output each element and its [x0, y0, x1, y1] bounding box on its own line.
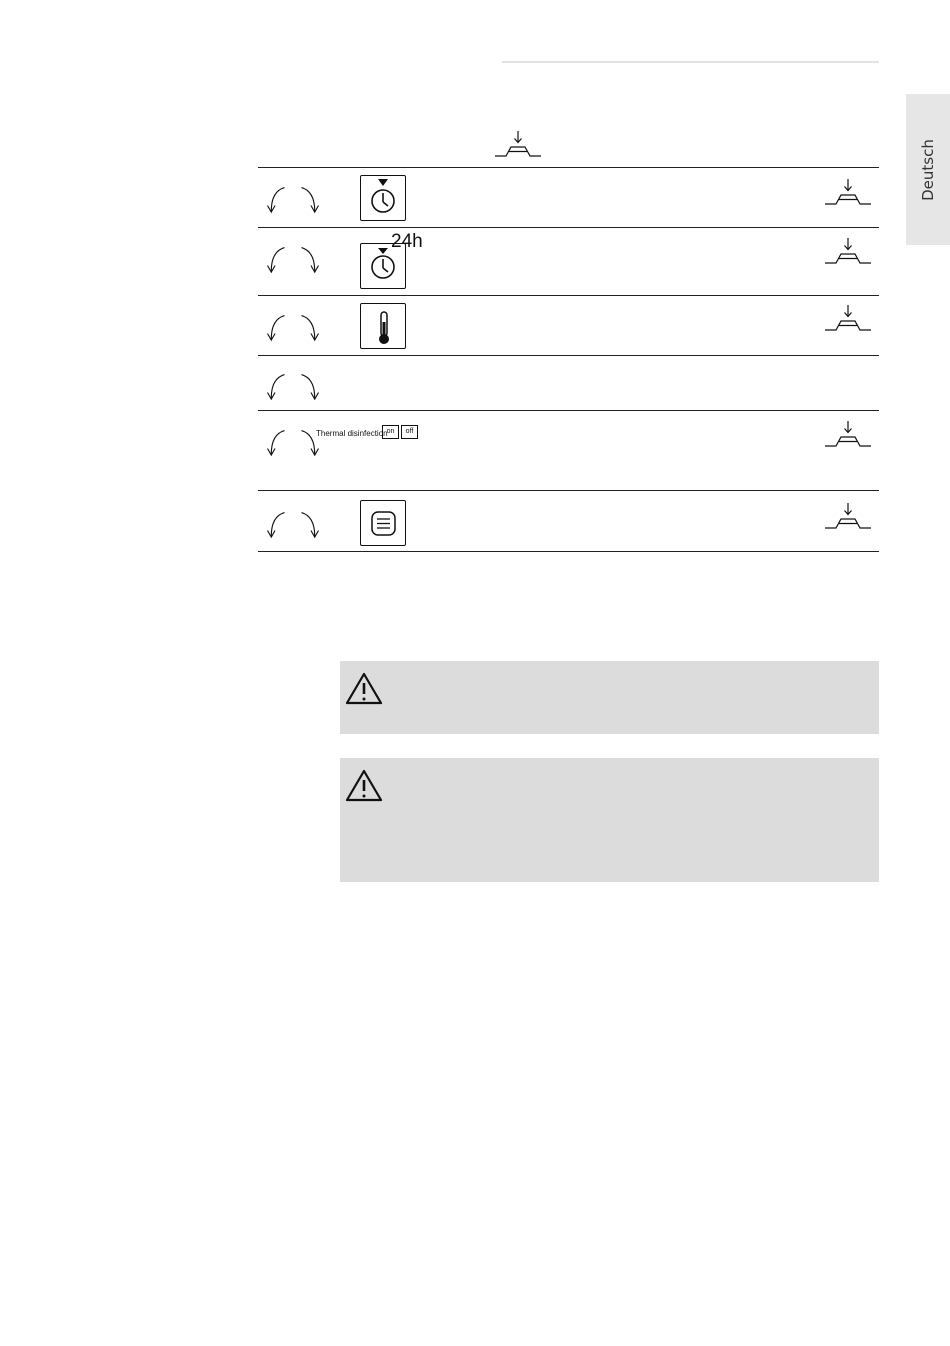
table-rule — [258, 227, 879, 228]
table-rule — [258, 355, 879, 356]
language-tab-label: Deutsch — [919, 138, 937, 201]
press-button-icon — [825, 421, 871, 449]
rotate-knob-icon — [262, 505, 324, 539]
thermal-on-option[interactable]: on — [382, 425, 399, 439]
warning-box — [340, 661, 879, 734]
thermometer-icon — [360, 303, 406, 349]
table-rule — [258, 410, 879, 411]
table-rule — [258, 167, 879, 168]
thermal-disinfection-label: Thermal disinfection — [316, 429, 388, 438]
warning-triangle-icon — [345, 768, 385, 804]
press-button-icon — [825, 305, 871, 333]
rotate-knob-icon — [262, 423, 324, 457]
header-rule — [502, 61, 879, 63]
menu-list-icon — [360, 500, 406, 546]
rotate-knob-icon — [262, 180, 324, 214]
thermal-off-option[interactable]: off — [401, 425, 418, 439]
rotate-knob-icon — [262, 308, 324, 342]
warning-box — [340, 758, 879, 882]
language-tab[interactable] — [906, 94, 950, 245]
warning-triangle-icon — [345, 671, 385, 707]
press-button-icon — [825, 238, 871, 266]
press-button-icon — [495, 131, 541, 159]
table-rule — [258, 551, 879, 552]
rotate-knob-icon — [262, 367, 324, 401]
rotate-knob-icon — [262, 240, 324, 274]
press-button-icon — [825, 179, 871, 207]
timer-icon — [360, 175, 406, 221]
table-rule — [258, 295, 879, 296]
press-button-icon — [825, 503, 871, 531]
table-rule — [258, 490, 879, 491]
timer-24h-label: 24h — [391, 231, 423, 252]
